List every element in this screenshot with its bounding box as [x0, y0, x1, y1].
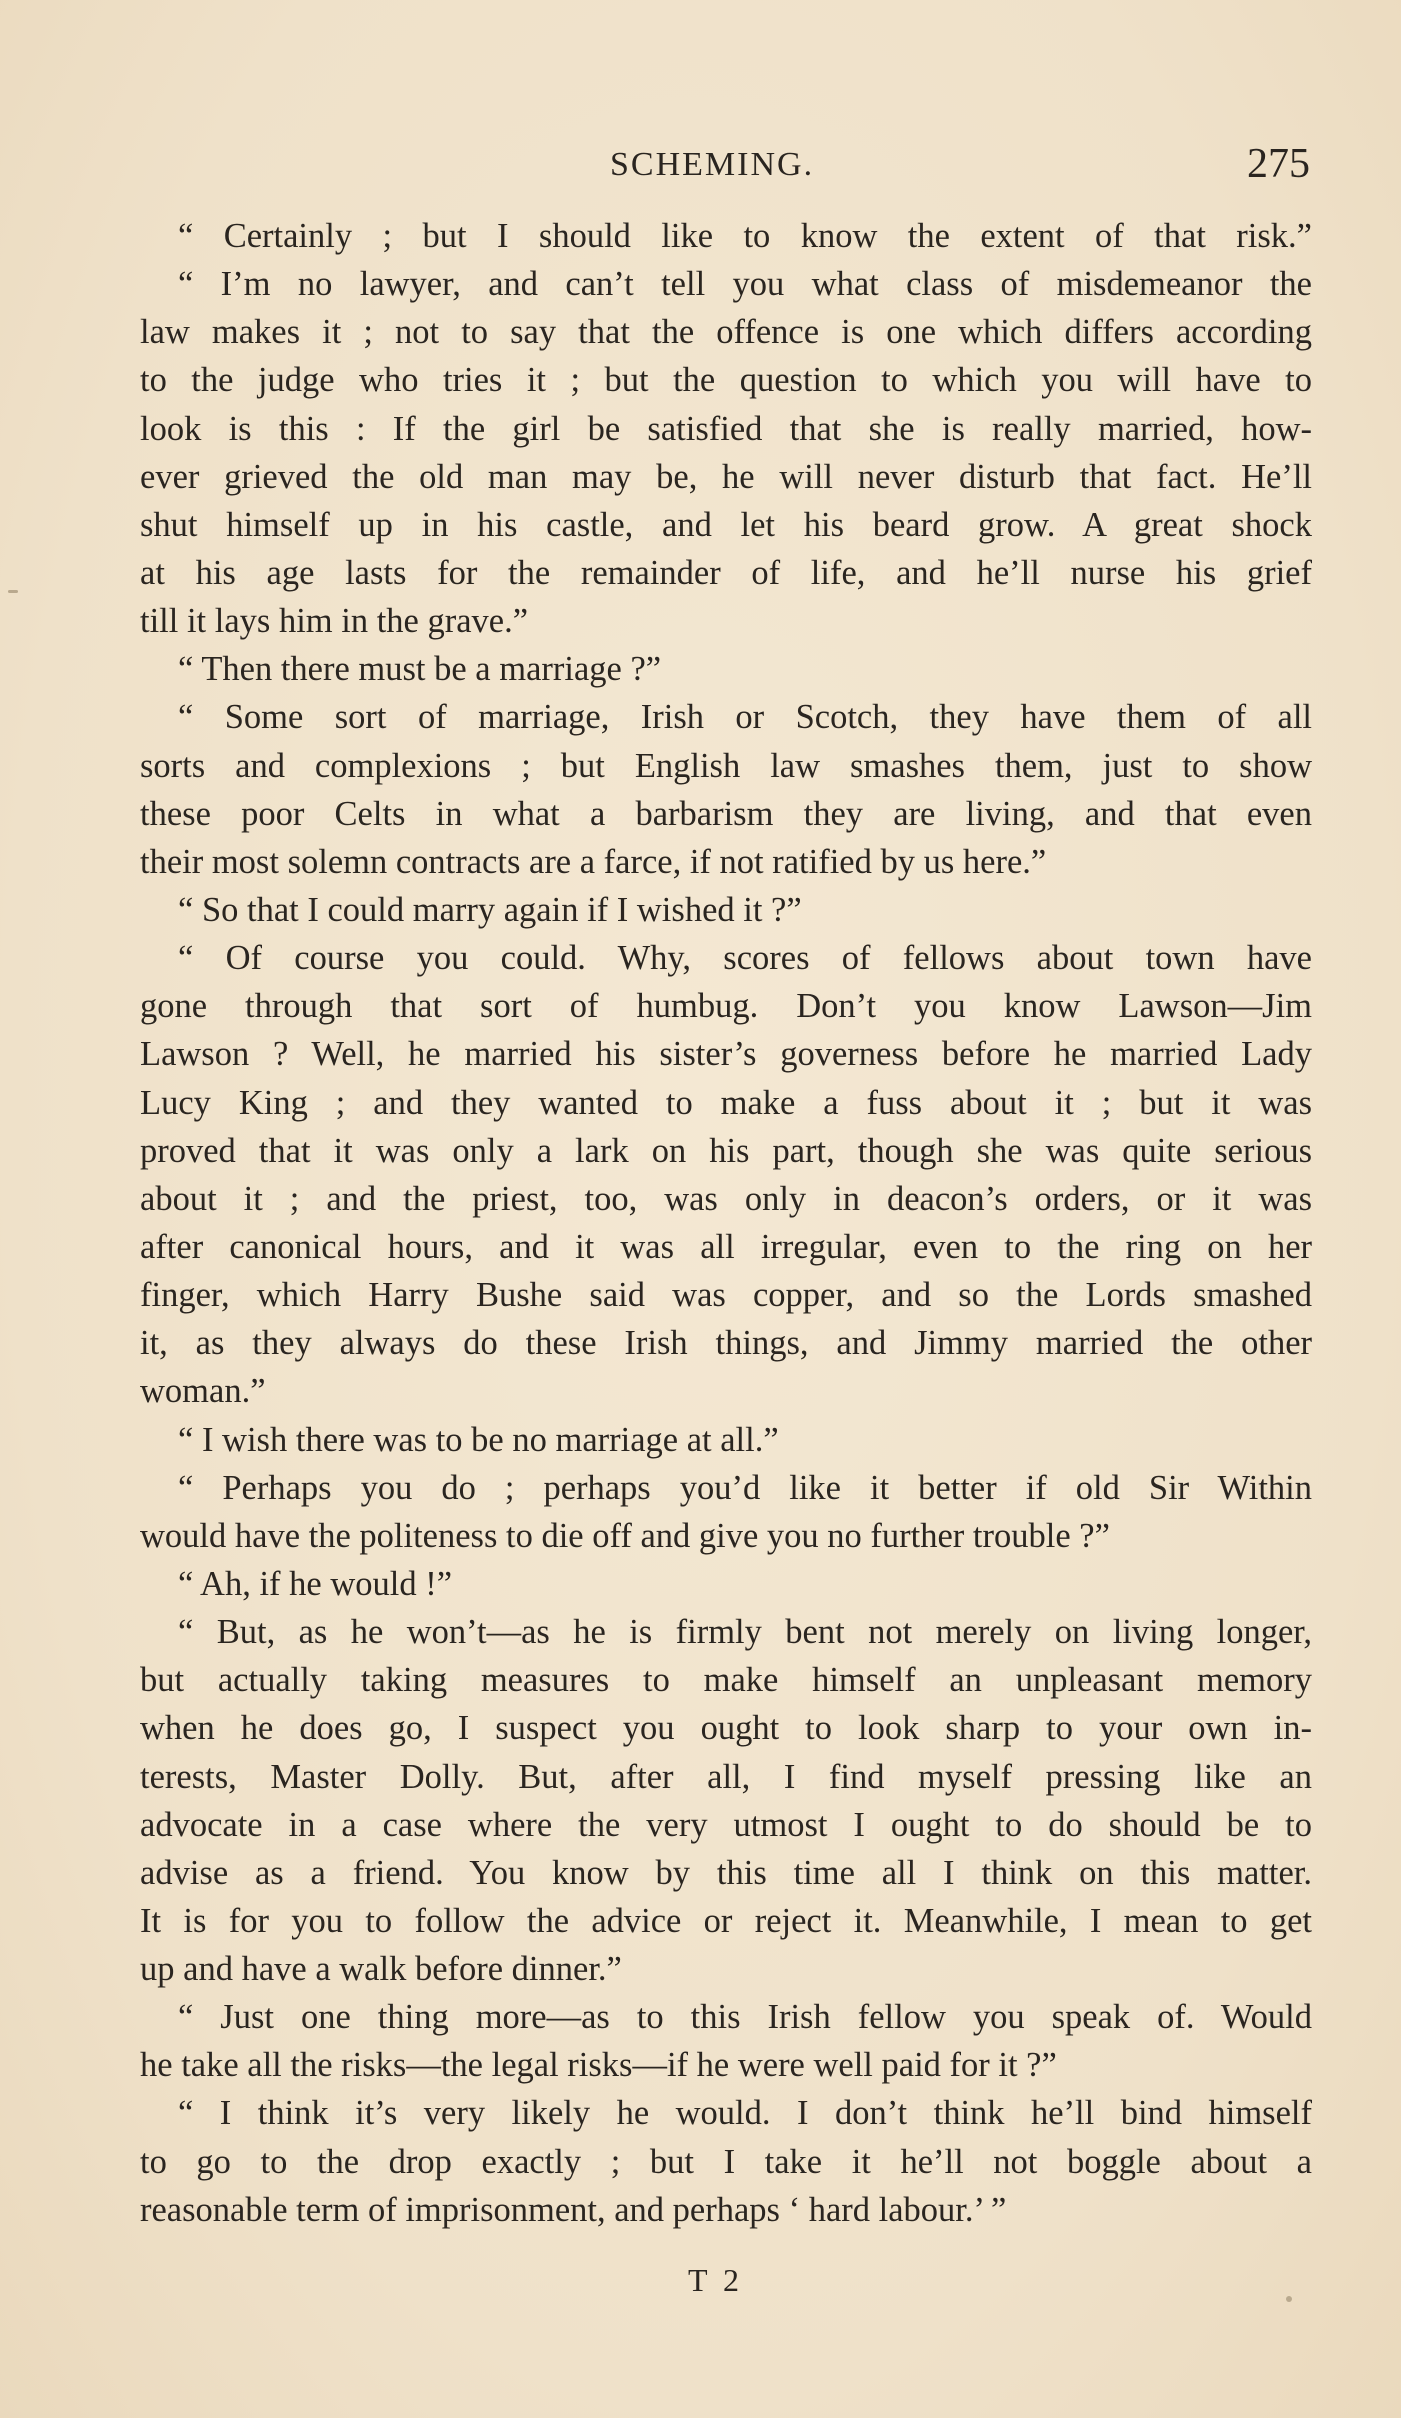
text-line: look is this : If the girl be satisfied that she is really married, how-	[140, 409, 1312, 448]
text-line: “ Certainly ; but I should like to know the extent of that risk.”	[178, 217, 1312, 255]
text-line: these poor Celts in what a barbarism they are living, and that even	[140, 794, 1312, 833]
text-line: “ Then there must be a marriage ?”	[178, 650, 662, 689]
body-text	[140, 212, 1312, 2234]
text-line: after canonical hours, and it was all irregular, even to the ring on her	[140, 1227, 1312, 1266]
text-line: up and have a walk before dinner.”	[140, 1950, 622, 1989]
running-title: SCHEMING.	[610, 146, 815, 183]
text-line: gone through that sort of humbug. Don’t you know Lawson—Jim	[140, 987, 1312, 1026]
text-line: to go to the drop exactly ; but I take it he’ll not boggle about a	[140, 2142, 1312, 2181]
text-line: ever grieved the old man may be, he will never disturb that fact. He’ll	[140, 457, 1312, 496]
text-line: would have the politeness to die off and give you no further trouble ?”	[140, 1516, 1110, 1555]
text-line: “ Just one thing more—as to this Irish fellow you speak of. Would	[178, 1998, 1312, 2037]
text-line: finger, which Harry Bushe said was copper, and so the Lords smashed	[140, 1276, 1312, 1315]
text-line: advocate in a case where the very utmost I ought to do should be to	[140, 1805, 1312, 1844]
paper-speck	[8, 590, 18, 593]
running-head	[140, 140, 1310, 190]
text-line: Lawson ? Well, he married his sister’s governess before he married Lady	[140, 1035, 1312, 1074]
text-line: It is for you to follow the advice or reject it. Meanwhile, I mean to get	[140, 1901, 1312, 1940]
text-line: woman.”	[140, 1372, 266, 1411]
text-line: law makes it ; not to say that the offence is one which differs according	[140, 313, 1312, 352]
text-line: “ Perhaps you do ; perhaps you’d like it better if old Sir Within	[178, 1468, 1312, 1507]
text-line: he take all the risks—the legal risks—if he were well paid for it ?”	[140, 2046, 1057, 2085]
text-line: “ I’m no lawyer, and can’t tell you what class of misdemeanor the	[178, 265, 1312, 304]
text-line: about it ; and the priest, too, was only in deacon’s orders, or it was	[140, 1179, 1312, 1218]
text-line: Lucy King ; and they wanted to make a fuss about it ; but it was	[140, 1083, 1312, 1122]
page-number: 275	[1247, 141, 1310, 187]
text-line: advise as a friend. You know by this time all I think on this matter.	[140, 1853, 1312, 1892]
paper-speck	[1286, 2296, 1292, 2302]
text-line: “ But, as he won’t—as he is firmly bent not merely on living longer,	[178, 1613, 1312, 1652]
text-line: shut himself up in his castle, and let his beard grow. A great shock	[140, 505, 1312, 544]
text-line: it, as they always do these Irish things, and Jimmy married the other	[140, 1324, 1312, 1363]
text-line: “ I wish there was to be no marriage at all.”	[178, 1420, 779, 1459]
text-line: “ Of course you could. Why, scores of fellows about town have	[178, 939, 1312, 978]
text-line: terests, Master Dolly. But, after all, I find myself pressing like an	[140, 1757, 1312, 1796]
text-line: “ I think it’s very likely he would. I don’t think he’ll bind himself	[178, 2094, 1312, 2133]
text-line: proved that it was only a lark on his part, though she was quite serious	[140, 1131, 1312, 1170]
text-line: but actually taking measures to make himself an unpleasant memory	[140, 1661, 1312, 1700]
text-line: “ Ah, if he would !”	[178, 1564, 453, 1603]
text-line: when he does go, I suspect you ought to look sharp to your own in-	[140, 1709, 1312, 1748]
signature-mark: T 2	[688, 2262, 743, 2298]
text-line: “ Some sort of marriage, Irish or Scotch, they have them of all	[178, 698, 1312, 737]
text-line: “ So that I could marry again if I wished it ?”	[178, 890, 802, 929]
text-line: sorts and complexions ; but English law smashes them, just to show	[140, 746, 1312, 785]
text-line: reasonable term of imprisonment, and perhaps ‘ hard labour.’ ”	[140, 2190, 1007, 2229]
text-line: their most solemn contracts are a farce, if not ratified by us here.”	[140, 842, 1047, 881]
text-line: at his age lasts for the remainder of life, and he’ll nurse his grief	[140, 553, 1312, 592]
text-line: to the judge who tries it ; but the question to which you will have to	[140, 361, 1312, 400]
text-line: till it lays him in the grave.”	[140, 602, 529, 641]
